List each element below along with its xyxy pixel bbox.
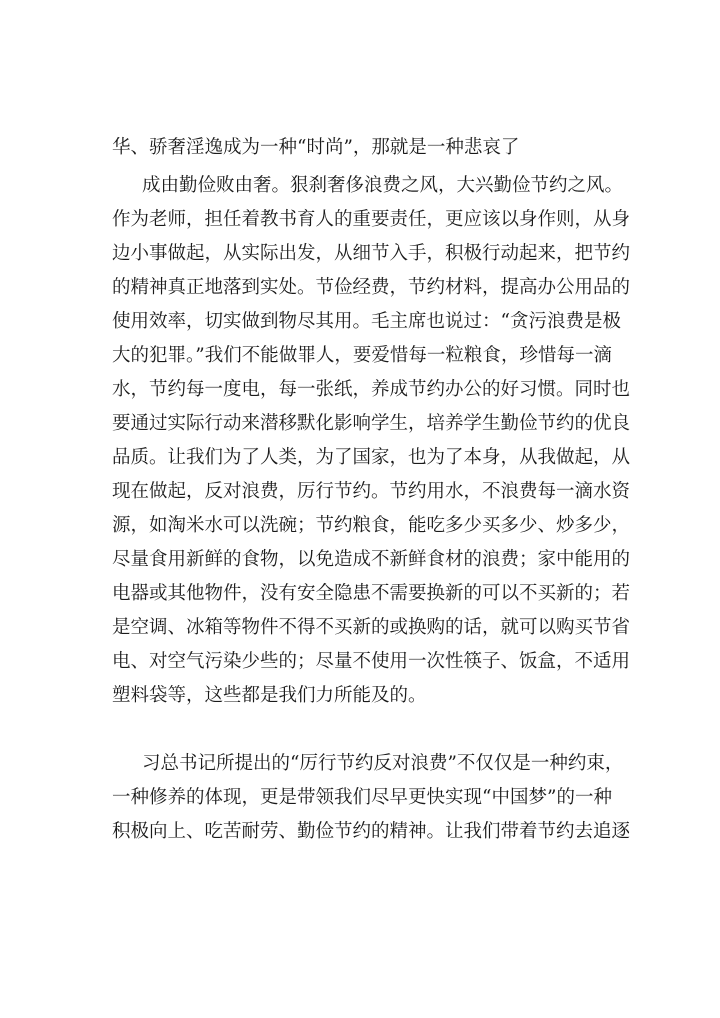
text-line: 水，节约每一度电，每一张纸，养成节约办公的好习惯。同时也 [112,379,631,400]
text-line: 使用效率，切实做到物尽其用。毛主席也说过：“贪污浪费是极 [112,311,621,332]
text-line: 电器或其他物件，没有安全隐患不需要换新的可以不买新的；若 [112,583,631,604]
text-line: 作为老师，担任着教书育人的重要责任，更应该以身作则，从身 [112,209,631,230]
text-line: 边小事做起，从实际出发，从细节入手，积极行动起来，把节约 [112,243,631,264]
text-line: 习总书记所提出的“厉行节约反对浪费”不仅仅是一种约束， [142,753,624,774]
paragraph-1 [112,131,612,165]
text-line: 品质。让我们为了人类，为了国家，也为了本身，从我做起，从 [112,447,631,468]
text-line: 一种修养的体现，更是带领我们尽早更快实现“中国梦”的一种 [112,787,612,808]
text-line: 积极向上、吃苦耐劳、勤俭节约的精神。让我们带着节约去追逐 [112,821,631,842]
text-line: 成由勤俭败由奢。狠刹奢侈浪费之风，大兴勤俭节约之风。 [142,175,624,196]
paragraph-3 [112,747,631,849]
paragraph-2 [112,169,631,713]
text-line: 现在做起，反对浪费，厉行节约。节约用水，不浪费每一滴水资 [112,481,631,502]
text-line: 塑料袋等，这些都是我们力所能及的。 [112,685,427,706]
text-line: 大的犯罪。”我们不能做罪人，要爱惜每一粒粮食，珍惜每一滴 [112,345,612,366]
text-line: 尽量食用新鲜的食物，以免造成不新鲜食材的浪费；家中能用的 [112,549,631,570]
text-line: 华、骄奢淫逸成为一种“时尚”，那就是一种悲哀了 [112,137,520,158]
text-line: 源，如淘米水可以洗碗；节约粮食，能吃多少买多少、炒多少， [112,515,631,536]
text-line: 的精神真正地落到实处。节俭经费，节约材料，提高办公用品的 [112,277,631,298]
text-line: 电、对空气污染少些的；尽量不使用一次性筷子、饭盒，不适用 [112,651,631,672]
text-line: 要通过实际行动来潜移默化影响学生，培养学生勤俭节约的优良 [112,413,631,434]
text-line: 是空调、冰箱等物件不得不买新的或换购的话，就可以购买节省 [112,617,631,638]
